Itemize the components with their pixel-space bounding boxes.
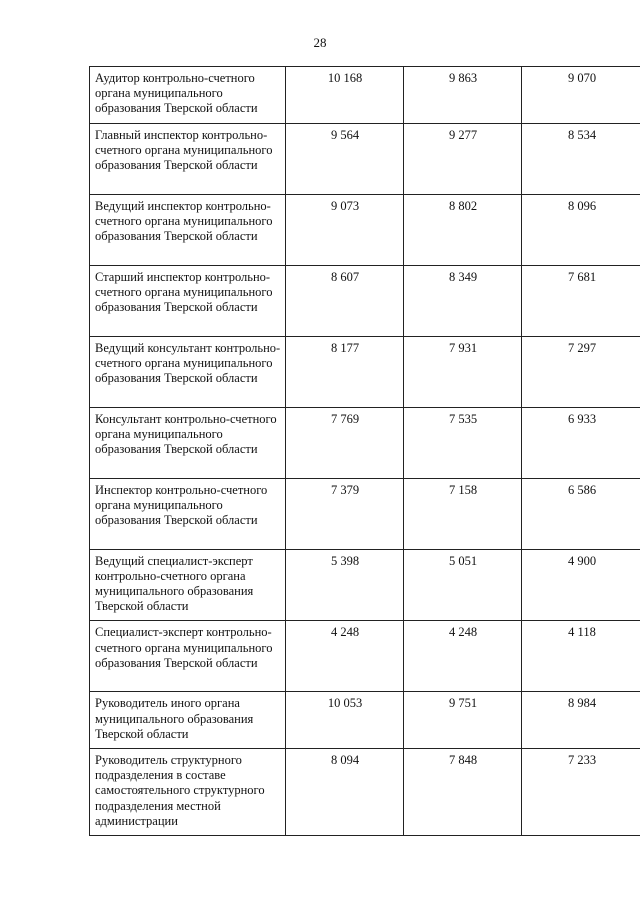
position-cell: Старший инспектор контрольно-счетного органа муниципального образования Тверской области: [90, 265, 286, 336]
page-number: 28: [313, 35, 327, 50]
value-cell-2: 5 051: [404, 549, 522, 621]
value-cell-2: 7 848: [404, 749, 522, 836]
position-cell: Специалист-эксперт контрольно-счетного органа муниципального образования Тверской области: [90, 621, 286, 692]
value-cell-1: 5 398: [286, 549, 404, 621]
value-cell-3: 9 070: [522, 67, 640, 124]
value-cell-1: 7 769: [286, 407, 404, 478]
table-row: [90, 194, 640, 265]
value-cell-3: 4 118: [522, 621, 640, 692]
value-cell-1: 7 379: [286, 478, 404, 549]
value-cell-3: 8 096: [522, 194, 640, 265]
value-cell-2: 4 248: [404, 621, 522, 692]
value-cell-3: 4 900: [522, 549, 640, 621]
value-cell-3: 8 534: [522, 123, 640, 194]
table-row: [90, 67, 640, 124]
value-cell-1: 10 168: [286, 67, 404, 124]
position-cell: Главный инспектор контрольно-счетного органа муниципального образования Тверской области: [90, 123, 286, 194]
value-cell-1: 9 564: [286, 123, 404, 194]
table-row: [90, 407, 640, 478]
value-cell-2: 9 751: [404, 692, 522, 749]
value-cell-2: 7 535: [404, 407, 522, 478]
value-cell-3: 6 586: [522, 478, 640, 549]
value-cell-1: 9 073: [286, 194, 404, 265]
value-cell-2: 9 277: [404, 123, 522, 194]
value-cell-1: 10 053: [286, 692, 404, 749]
value-cell-2: 8 349: [404, 265, 522, 336]
position-cell: Ведущий инспектор контрольно-счетного органа муниципального образования Тверской области: [90, 194, 286, 265]
value-cell-1: 4 248: [286, 621, 404, 692]
table-row: [90, 749, 640, 836]
position-cell: Консультант контрольно-счетного органа муниципального образования Тверской области: [90, 407, 286, 478]
value-cell-3: 8 984: [522, 692, 640, 749]
table-row: [90, 265, 640, 336]
table-row: [90, 123, 640, 194]
value-cell-2: 9 863: [404, 67, 522, 124]
position-cell: Аудитор контрольно-счетного органа муниципального образования Тверской области: [90, 67, 286, 124]
value-cell-1: 8 094: [286, 749, 404, 836]
position-cell: Инспектор контрольно-счетного органа муниципального образования Тверской области: [90, 478, 286, 549]
position-cell: Ведущий консультант контрольно-счетного органа муниципального образования Тверской области: [90, 336, 286, 407]
value-cell-3: 7 681: [522, 265, 640, 336]
value-cell-2: 7 158: [404, 478, 522, 549]
value-cell-3: 7 297: [522, 336, 640, 407]
table-row: [90, 478, 640, 549]
value-cell-2: 7 931: [404, 336, 522, 407]
value-cell-1: 8 177: [286, 336, 404, 407]
salary-table: [89, 66, 640, 836]
value-cell-3: 7 233: [522, 749, 640, 836]
value-cell-1: 8 607: [286, 265, 404, 336]
value-cell-2: 8 802: [404, 194, 522, 265]
position-cell: Ведущий специалист-эксперт контрольно-счетного органа муниципального образования Тверской области: [90, 549, 286, 621]
position-cell: Руководитель иного органа муниципального образования Тверской области: [90, 692, 286, 749]
table-row: [90, 621, 640, 692]
table-row: [90, 336, 640, 407]
table-row: [90, 692, 640, 749]
value-cell-3: 6 933: [522, 407, 640, 478]
position-cell: Руководитель структурного подразделения в составе самостоятельного структурного подразделения местной администрации: [90, 749, 286, 836]
table-row: [90, 549, 640, 621]
